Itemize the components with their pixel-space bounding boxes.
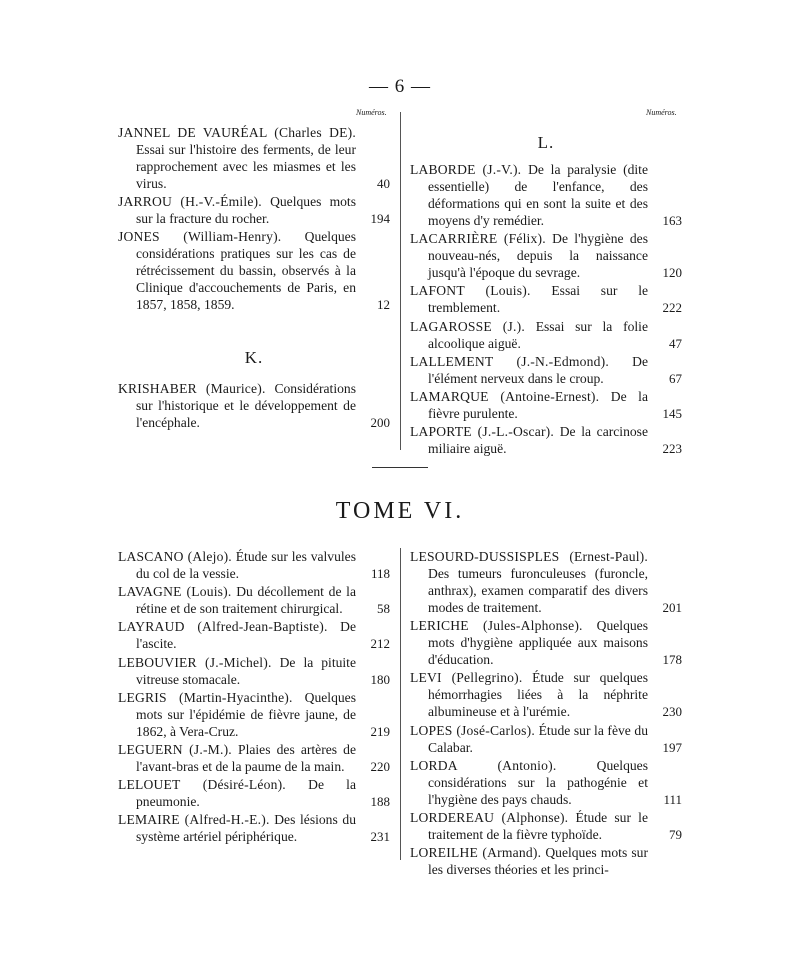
index-entry <box>118 193 390 227</box>
index-entry <box>410 809 682 843</box>
entry-title: Quelques mots d'hygiène appliquée aux maisons d'éducation. <box>428 618 648 668</box>
entry-number: 230 <box>662 704 682 720</box>
index-entry <box>118 124 390 192</box>
index-entry <box>410 722 682 756</box>
entry-number: 194 <box>370 211 390 227</box>
entry-number: 200 <box>370 415 390 431</box>
entry-title: Étude sur quelques hémorrhagies liées à la néphrite albumineuse et à l'urémie. <box>428 670 648 720</box>
top-right-column <box>410 130 682 458</box>
entry-number: 212 <box>370 636 390 652</box>
entry-title: Des tumeurs furonculeuses (furoncle, anthrax), examen comparatif des divers modes de traitement. <box>428 566 648 615</box>
entry-number: 178 <box>662 652 682 668</box>
entry-author: LAMARQUE (Antoine-Ernest). <box>410 388 600 404</box>
entry-author: LAPORTE (J.-L.-Oscar). <box>410 424 555 440</box>
entry-number: 67 <box>669 370 682 386</box>
column-divider-top <box>400 112 401 450</box>
entry-author: LOPES (José-Carlos). <box>410 722 535 738</box>
entry-author: LEVI (Pellegrino). <box>410 670 523 686</box>
index-entry <box>118 776 390 810</box>
entry-author: LOREILHE (Armand). <box>410 845 542 861</box>
entry-author: LASCANO (Alejo). <box>118 549 232 564</box>
index-entry <box>118 654 390 688</box>
entry-number: 163 <box>662 213 682 228</box>
index-entry <box>410 757 682 808</box>
index-entry <box>118 583 390 617</box>
entry-title: Quelques mots sur la fracture du rocher. <box>136 194 357 227</box>
entry-number: 188 <box>370 794 390 810</box>
entry-number: 201 <box>662 600 682 615</box>
entry-number: 231 <box>370 829 390 845</box>
entry-number: 79 <box>669 826 682 842</box>
entry-number: 220 <box>370 758 390 774</box>
entry-title: De la pituite vitreuse stomacale. <box>136 654 356 687</box>
entry-author: LAYRAUD (Alfred-Jean-Baptiste). <box>118 619 328 635</box>
entry-title: Du décollement de la rétine et de son traitement chirurgical. <box>136 584 356 617</box>
index-entry <box>410 318 682 352</box>
entry-author: LALLEMENT (J.-N.-Edmond). <box>410 353 609 369</box>
entry-title: Essai sur la folie alcoolique aiguë. <box>428 318 648 351</box>
entry-number: 223 <box>662 441 682 457</box>
entry-author: LESOURD-DUSSISPLES (Ernest-Paul). <box>410 549 648 564</box>
index-entry <box>118 689 390 740</box>
entry-author: LEGUERN (J.-M.). <box>118 741 232 757</box>
entry-title: Étude sur le traitement de la fièvre typhoïde. <box>428 809 648 842</box>
section-rule <box>372 467 428 468</box>
letter-heading-k: K. <box>244 348 264 368</box>
index-entry <box>118 741 390 775</box>
entry-title: Essai sur l'histoire des ferments, de leur rapprochement avec les miasmes et les virus. <box>136 142 356 191</box>
top-left-column <box>118 124 390 433</box>
entry-number: 222 <box>662 300 682 316</box>
entry-title: Des lésions du système artériel périphérique. <box>136 812 357 845</box>
entry-title: Quelques considérations sur la pathogénie et l'hygiène des pays chauds. <box>428 757 648 807</box>
index-entry <box>118 548 390 582</box>
entry-author: JARROU (H.-V.-Émile). <box>118 194 262 210</box>
entry-author: LABORDE (J.-V.). <box>410 162 522 177</box>
numeros-label-left: Numéros. <box>356 108 387 117</box>
entry-number: 118 <box>370 566 390 581</box>
index-entry <box>118 618 390 652</box>
entry-number: 145 <box>662 405 682 421</box>
entry-title: De l'élément nerveux dans le croup. <box>428 353 648 386</box>
entry-title: De la fièvre purulente. <box>428 388 648 421</box>
page-number: — 6 — <box>369 76 431 97</box>
index-entry <box>410 388 682 422</box>
entry-author: KRISHABER (Maurice). <box>118 381 266 397</box>
index-entry <box>118 228 390 313</box>
index-entry <box>410 548 682 616</box>
entry-title: De la pneumonie. <box>136 777 356 810</box>
entry-number: 180 <box>370 671 390 687</box>
entry-author: JANNEL DE VAURÉAL (Charles DE). <box>118 125 356 140</box>
index-entry <box>410 282 682 316</box>
index-entry <box>410 423 682 457</box>
entry-author: LAVAGNE (Louis). <box>118 584 232 600</box>
entry-author: JONES (William-Henry). <box>118 229 282 245</box>
entry-title: Considérations sur l'historique et le développement de l'encéphale. <box>136 381 356 431</box>
index-entry <box>118 380 390 431</box>
entry-title: De l'hygiène des nouveau-nés, depuis la naissance jusqu'à l'époque du sevrage. <box>428 231 648 281</box>
bottom-right-column <box>410 548 682 879</box>
entry-title: Quelques considérations pratiques sur les cas de rétrécissement du bassin, observés à la Clinique d'accouchements de Paris, en 1857, 1858, 1859. <box>136 229 356 313</box>
entry-title: Plaies des artères de l'avant-bras et de la paume de la main. <box>136 741 357 774</box>
entry-author: LEMAIRE (Alfred-H.-E.). <box>118 812 270 828</box>
entry-author: LEGRIS (Martin-Hyacinthe). <box>118 689 293 705</box>
entry-number: 58 <box>377 601 390 617</box>
index-entry <box>410 669 682 720</box>
entry-title: De la paralysie (dite essentielle) de l'enfance, des déformations qui en sont la suite et des moyens d'y remédier. <box>428 162 648 228</box>
bottom-left-column <box>118 548 390 847</box>
entry-title: De la carcinose miliaire aiguë. <box>428 424 648 457</box>
tome-heading: TOME VI. <box>335 498 465 524</box>
column-divider-bottom <box>400 548 401 860</box>
entry-number: 120 <box>662 265 682 281</box>
entry-author: LAGAROSSE (J.). <box>410 318 525 334</box>
entry-number: 219 <box>370 723 390 739</box>
index-entry <box>410 230 682 281</box>
entry-title: Étude sur les valvules du col de la vessie. <box>136 549 357 581</box>
index-entry <box>410 353 682 387</box>
entry-title: Quelques mots sur l'épidémie de fièvre jaune, de 1862, à Vera-Cruz. <box>136 689 356 739</box>
entry-number: 40 <box>377 176 390 191</box>
entry-author: LELOUET (Désiré-Léon). <box>118 777 286 793</box>
entry-author: LAFONT (Louis). <box>410 283 531 299</box>
index-entry <box>410 617 682 668</box>
entry-author: LEBOUVIER (J.-Michel). <box>118 654 272 670</box>
entry-number: 47 <box>669 335 682 351</box>
numeros-label-right: Numéros. <box>646 108 677 117</box>
entry-author: LERICHE (Jules-Alphonse). <box>410 618 583 634</box>
entry-author: LORDEREAU (Alphonse). <box>410 809 569 825</box>
entry-title: Essai sur le tremblement. <box>428 283 649 316</box>
entry-author: LORDA (Antonio). <box>410 757 557 773</box>
entry-author: LACARRIÈRE (Félix). <box>410 231 546 247</box>
entry-number: 111 <box>663 791 682 807</box>
entry-title: Quelques mots sur les diverses théories et les princi- <box>428 845 648 878</box>
entry-number: 197 <box>662 739 682 755</box>
index-entry <box>410 161 682 229</box>
entry-title: Étude sur la fève du Calabar. <box>428 722 648 755</box>
letter-heading-l: L. <box>537 133 555 152</box>
entry-number: 12 <box>377 297 390 313</box>
entry-title: De l'ascite. <box>136 619 356 652</box>
index-entry <box>410 844 682 878</box>
index-entry <box>118 811 390 845</box>
